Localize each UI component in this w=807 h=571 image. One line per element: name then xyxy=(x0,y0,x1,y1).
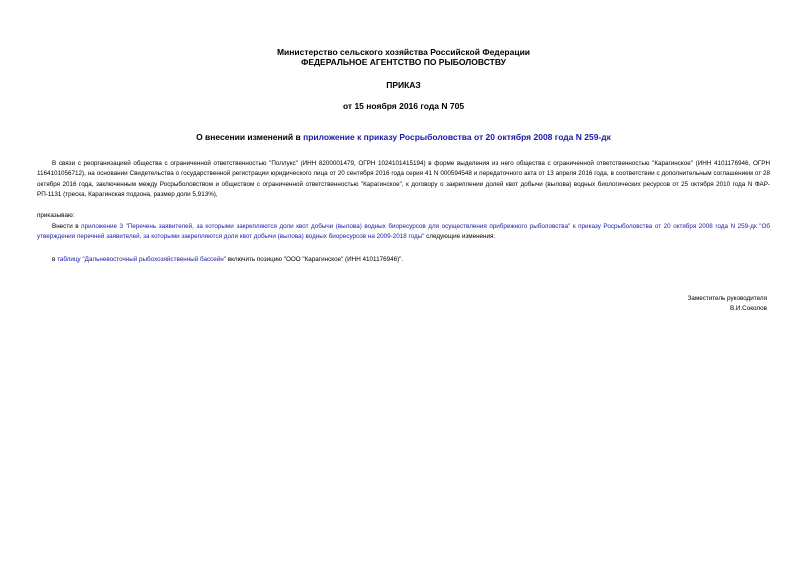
subject-link[interactable]: приложение к приказу Росрыболовства от 20 октября 2008 года N 259-дк xyxy=(303,132,611,142)
document-date-number: от 15 ноября 2016 года N 705 xyxy=(342,101,465,111)
change-paragraph-end: включить позицию "ООО "Карагинское" (ИНН 4101176946)". xyxy=(225,256,404,263)
document-type: ПРИКАЗ xyxy=(386,80,421,90)
change-paragraph-start: в xyxy=(52,256,58,263)
order-paragraph-start: Внести в xyxy=(52,223,82,230)
preamble-paragraph: В связи с реорганизацией общества с ограниченной ответственностью "Поллукс" (ИНН 8200001479, ОГРН 1024101415194) в форме выделения из него общества с ограниченной ответственностью "Карагинское" (ИНН 4101176946, ОГРН 1164101056712), на основании Свидетельства о государственной регистрации юридического лица от 20 сентября 2016 года серия 41 N 000594548 и передаточного акта от 13 апреля 2016 года, в соответствии с дополнительным соглашением от 28 октября 2016 года, заключенным между Росрыболовством и обществом с ограниченной ответственностью "Карагинское", к договору о закреплении долей квот добычи (вылова) водных биологических ресурсов от 25 октября 2010 года N ФАР-РП-1131 (треска, Карагинская подзона, размер доли 5,913%), xyxy=(37,160,770,199)
order-title-link[interactable]: "Об утверждении перечней заявителей, за которыми закрепляются доли квот добычи (вылова) водных биоресурсов на 2009-2018 годы" xyxy=(37,223,771,241)
agency-name: ФЕДЕРАЛЬНОЕ АГЕНТСТВО ПО РЫБОЛОВСТВУ xyxy=(301,57,506,67)
signatory-title: Заместитель руководителя xyxy=(687,295,767,302)
order-word: приказываю: xyxy=(37,212,75,219)
change-paragraph xyxy=(52,255,403,265)
signature-block xyxy=(688,294,767,315)
order-paragraph xyxy=(37,222,770,243)
appendix-3-link[interactable]: приложение 3 "Перечень заявителей, за которыми закрепляются доли квот добычи (вылова) водных биоресурсов для осуществления прибрежного рыболовства" к приказу Росрыболовства от 20 октября 2008 года N 259-дк xyxy=(81,223,757,230)
signatory-name: В.И.Соколов xyxy=(729,305,767,313)
ministry-name: Министерство сельского хозяйства Российской Федерации xyxy=(276,47,531,57)
order-paragraph-end: следующие изменения: xyxy=(424,233,496,241)
document-subject xyxy=(0,132,807,142)
table-link[interactable]: таблицу "Дальневосточный рыбохозяйственный бассейн" xyxy=(57,256,226,263)
subject-prefix: О внесении изменений в xyxy=(196,132,304,142)
